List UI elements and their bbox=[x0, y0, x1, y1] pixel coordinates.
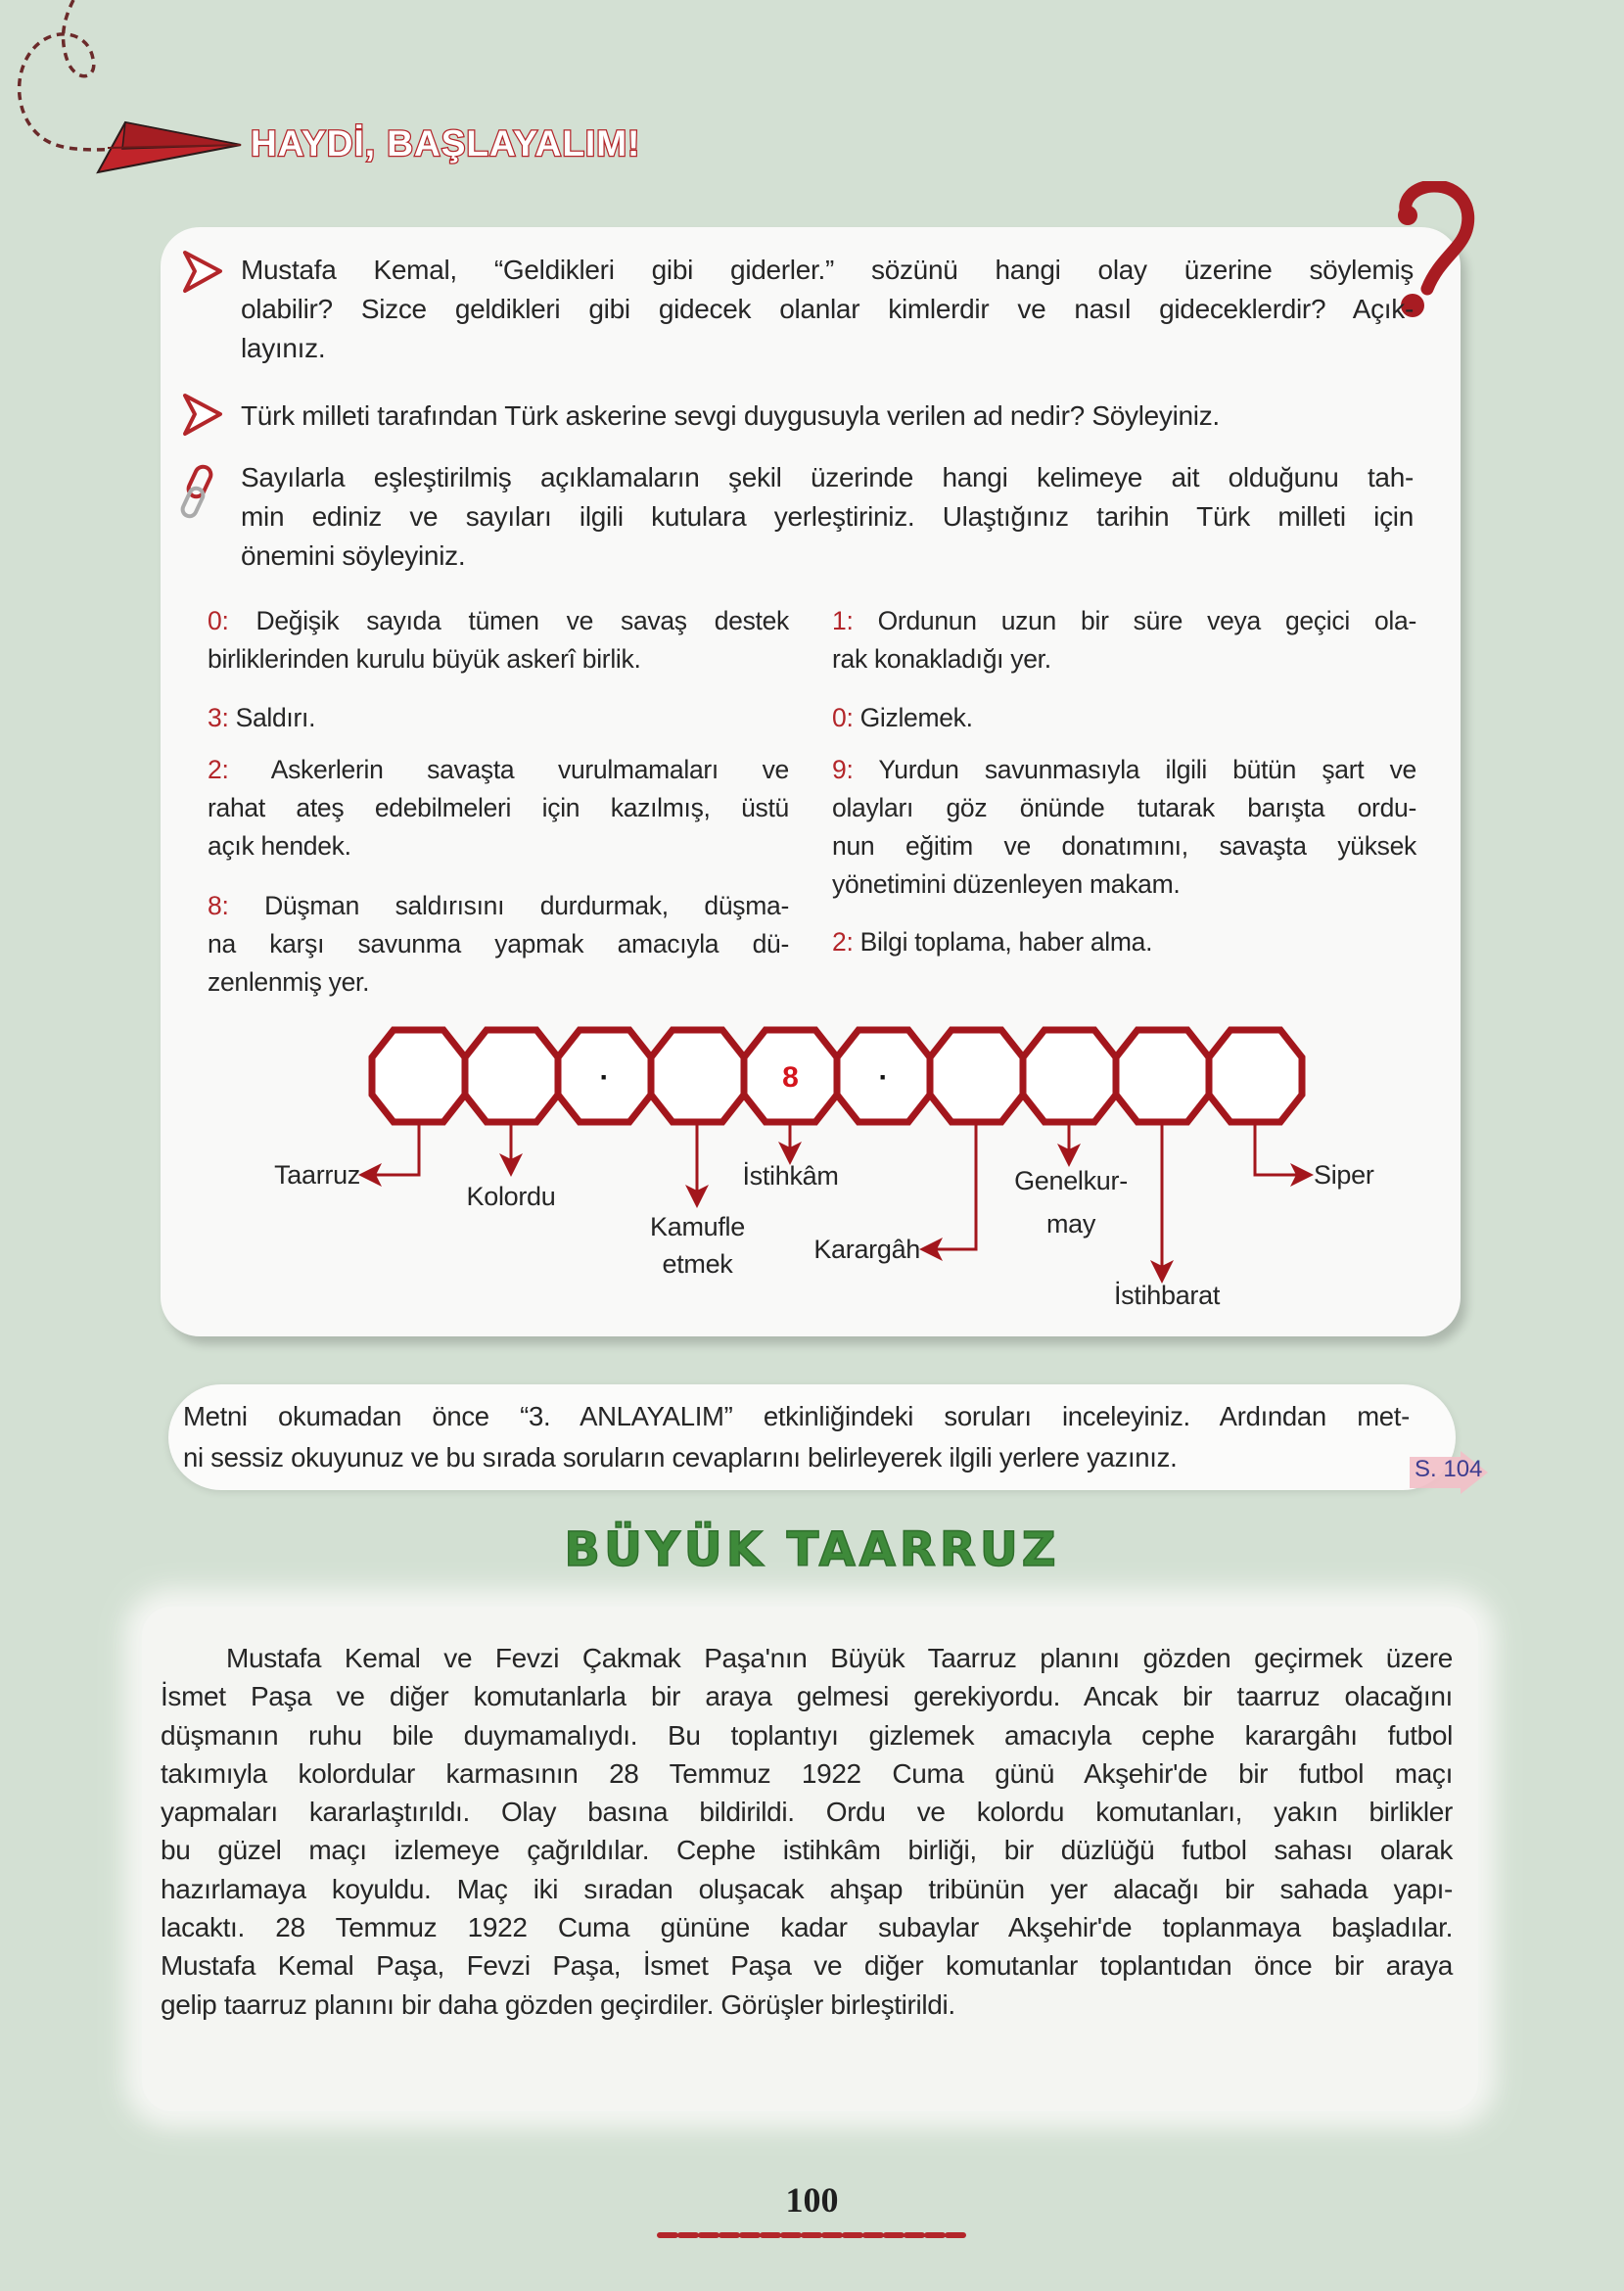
definition-number: 0: bbox=[208, 606, 229, 635]
page-number: 100 bbox=[785, 2180, 839, 2220]
article-line: bu güzel maçı izlemeye çağrıldılar. Cephe istihkâm birliği, bir düzlüğü futbol sahası olarak bbox=[161, 1835, 1453, 1866]
definition-text: rahat ateş edebilmeleri için kazılmış, üstü bbox=[208, 793, 789, 822]
definition-number: 2: bbox=[208, 755, 229, 784]
answer-box-value: · bbox=[599, 1061, 610, 1094]
definition-text: Gizlemek. bbox=[859, 703, 973, 732]
answer-box[interactable] bbox=[465, 1030, 558, 1122]
article-title: BÜYÜK TAARRUZ bbox=[564, 1522, 1060, 1577]
definition-text: Saldırı. bbox=[235, 703, 316, 732]
article-line: takımıyla kolordular karmasının 28 Temmuz 1922 Cuma günü Akşehir'de bir futbol maçı bbox=[161, 1757, 1453, 1789]
article-line: yapmaları kararlaştırıldı. Olay basına bildirildi. Ordu ve kolordu komutanları, yakın birlikler bbox=[161, 1797, 1453, 1828]
question-line: önemini söyleyiniz. bbox=[241, 540, 466, 571]
definition-text: Düşman saldırısını durdurmak, düşma- bbox=[264, 891, 789, 920]
label-kolordu: Kolordu bbox=[466, 1182, 556, 1211]
label-karargah: Karargâh bbox=[813, 1235, 920, 1264]
arrow-taarruz bbox=[364, 1122, 419, 1175]
definition-text: olayları göz önünde tutarak barışta ordu- bbox=[832, 793, 1416, 822]
answer-box-value: 8 bbox=[782, 1061, 799, 1094]
answer-box[interactable] bbox=[930, 1030, 1023, 1122]
question-line: Türk milleti tarafından Türk askerine sevgi duygusuyla verilen ad nedir? Söyleyiniz. bbox=[241, 400, 1220, 431]
label-line: etmek bbox=[662, 1249, 733, 1279]
page-divider bbox=[656, 2227, 969, 2243]
question-line: olabilir? Sizce geldikleri gibi gidecek olanlar kimlerdir ve nasıl gideceklerdir? Açık- bbox=[241, 294, 1414, 324]
article-line: düşmanın ruhu bile duymamalıydı. Bu toplantıyı gizlemek amacıyla cephe karargâhı futbol bbox=[161, 1719, 1453, 1751]
label-taarruz: Taarruz bbox=[274, 1160, 360, 1190]
definition-number: 9: bbox=[832, 755, 854, 784]
label-genelkurmay bbox=[1002, 1159, 1139, 1245]
label-line: Genelkur- bbox=[1014, 1166, 1128, 1195]
definition-text: birliklerinden kurulu büyük askerî birlik. bbox=[208, 644, 641, 674]
page-reference-link[interactable]: S. 104 bbox=[1415, 1456, 1483, 1482]
question-line: Sayılarla eşleştirilmiş açıklamaların şekil üzerinde hangi kelimeye ait olduğunu tah- bbox=[241, 462, 1414, 492]
section-heading: HAYDİ, BAŞLAYALIM! bbox=[251, 123, 641, 164]
definition-text: Askerlerin savaşta vurulmamaları ve bbox=[270, 755, 789, 784]
definition-text: açık hendek. bbox=[208, 831, 351, 861]
definition-text: zenlenmiş yer. bbox=[208, 967, 370, 997]
definition-text: Bilgi toplama, haber alma. bbox=[859, 927, 1153, 957]
question-line: layınız. bbox=[241, 333, 326, 363]
instruction-line: ni sessiz okuyunuz ve bu sırada soruların cevaplarını belirleyerek ilgili yerlere yazınız. bbox=[183, 1442, 1178, 1473]
answer-box[interactable] bbox=[651, 1030, 744, 1122]
label-line: Kamufle bbox=[650, 1212, 745, 1241]
article-line: İsmet Paşa ve diğer komutanlarla bir araya gelmesi gerekiyordu. Ancak bir taarruz olacağını bbox=[161, 1681, 1453, 1712]
question-line: min ediniz ve sayıları ilgili kutulara yerleştiriniz. Ulaştığınız tarihin Türk milleti için bbox=[241, 501, 1414, 532]
definition-text: nun eğitim ve donatımını, savaşta yüksek bbox=[832, 831, 1416, 861]
label-line: may bbox=[1045, 1209, 1096, 1239]
definition-number: 1: bbox=[832, 606, 854, 635]
label-istihbarat: İstihbarat bbox=[1113, 1281, 1221, 1310]
article-line: Mustafa Kemal ve Fevzi Çakmak Paşa'nın Büyük Taarruz planını gözden geçirmek üzere bbox=[226, 1643, 1453, 1673]
answer-box[interactable] bbox=[372, 1030, 465, 1122]
definition-number: 0: bbox=[832, 703, 854, 732]
definition-number: 3: bbox=[208, 703, 229, 732]
definition-text: rak konakladığı yer. bbox=[832, 644, 1051, 674]
article-line: lacaktı. 28 Temmuz 1922 Cuma gününe kadar subaylar Akşehir'de toplanmaya başladılar. bbox=[161, 1912, 1453, 1943]
arrow-siper bbox=[1255, 1122, 1308, 1175]
label-siper: Siper bbox=[1314, 1160, 1374, 1190]
article-line: hazırlamaya koyuldu. Maç iki sıradan oluşacak ahşap tribünün yer alacağı bir sahada yapı- bbox=[161, 1873, 1453, 1904]
article-line: Mustafa Kemal Paşa, Fevzi Paşa, İsmet Paşa ve diğer komutanlar toplantıdan önce bir araya bbox=[161, 1950, 1453, 1982]
label-istihkam: İstihkâm bbox=[742, 1161, 839, 1191]
label-kamufle bbox=[636, 1208, 759, 1283]
definition-text: yönetimini düzenleyen makam. bbox=[832, 869, 1181, 899]
definition-number: 2: bbox=[832, 927, 854, 957]
question-line: Mustafa Kemal, “Geldikleri gibi giderler.” sözünü hangi olay üzerine söylemiş bbox=[241, 255, 1414, 285]
definition-text: Yurdun savunmasıyla ilgili bütün şart ve bbox=[878, 755, 1416, 784]
answer-box-value: · bbox=[878, 1061, 889, 1094]
instruction-line: Metni okumadan önce “3. ANLAYALIM” etkinliğindeki soruları inceleyiniz. Ardından met- bbox=[183, 1401, 1410, 1431]
answer-box[interactable] bbox=[1023, 1030, 1116, 1122]
article-text bbox=[161, 1639, 1453, 2024]
answer-box[interactable] bbox=[1209, 1030, 1302, 1122]
arrow-karargah bbox=[925, 1122, 976, 1249]
definition-text: Değişik sayıda tümen ve savaş destek bbox=[255, 606, 789, 635]
answer-box[interactable] bbox=[1116, 1030, 1209, 1122]
definition-text: Ordunun uzun bir süre veya geçici ola- bbox=[877, 606, 1416, 635]
definition-number: 8: bbox=[208, 891, 229, 920]
definition-text: na karşı savunma yapmak amacıyla dü- bbox=[208, 929, 789, 958]
article-line: gelip taarruz planını bir daha gözden geçirdiler. Görüşler birleştirildi. bbox=[161, 1988, 955, 2020]
instruction-text bbox=[183, 1396, 1410, 1478]
